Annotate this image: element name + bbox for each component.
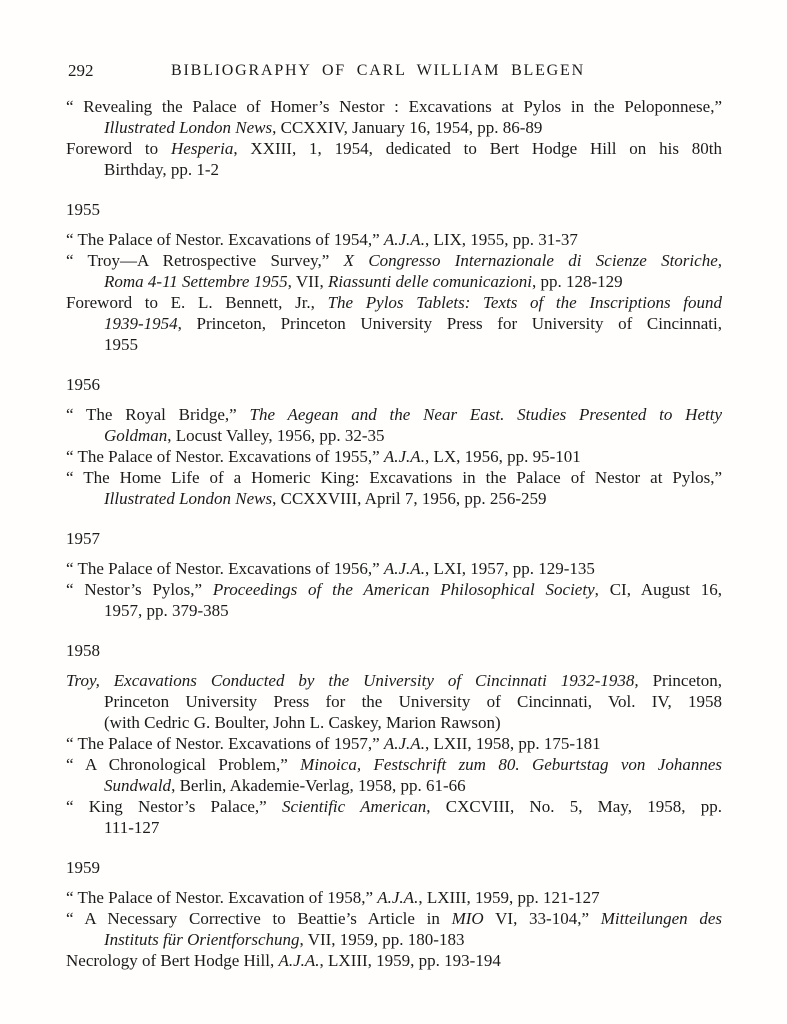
- bibliography-entry: [66, 558, 722, 579]
- italic-text: The Aegean and the Near East. Studies Presented to Hetty: [249, 405, 722, 424]
- roman-text: “ Troy—A Retrospective Survey,”: [66, 251, 344, 270]
- italic-text: MIO: [451, 909, 484, 928]
- entry-line: [66, 229, 722, 250]
- roman-text: “ A Chronological Problem,”: [66, 755, 301, 774]
- roman-text: , pp. 128-129: [531, 272, 623, 291]
- roman-text: Necrology of Bert Hodge Hill,: [66, 951, 279, 970]
- text-block: [66, 62, 722, 971]
- roman-text: 111-127: [104, 818, 160, 837]
- entry-line: [66, 271, 722, 292]
- entry-line: [66, 467, 722, 488]
- roman-text: “ The Palace of Nestor. Excavations of 1955,”: [66, 447, 384, 466]
- bibliography-entry: [66, 229, 722, 250]
- entry-line: [66, 600, 722, 621]
- page-number: 292: [68, 61, 94, 80]
- italic-text: Troy, Excavations Conducted by the University of Cincinnati 1932-1938,: [66, 671, 639, 690]
- entry-line: [66, 292, 722, 313]
- entry-line: [66, 488, 722, 509]
- bibliography-entry: [66, 579, 722, 621]
- entry-line: [66, 733, 722, 754]
- italic-text: Instituts für Orientforschung: [104, 930, 300, 949]
- italic-text: The Pylos Tablets: Texts of the Inscriptions found: [327, 293, 722, 312]
- bibliography-entry: [66, 796, 722, 838]
- roman-text: , LX, 1956, pp. 95-101: [424, 447, 581, 466]
- entry-line: [66, 929, 722, 950]
- italic-text: A.J.A.: [278, 951, 320, 970]
- roman-text: “ The Palace of Nestor. Excavations of 1954,”: [66, 230, 384, 249]
- entry-line: [66, 425, 722, 446]
- italic-text: A.J.A.: [383, 734, 425, 753]
- roman-text: “ The Palace of Nestor. Excavation of 1958,”: [66, 888, 378, 907]
- roman-text: “ The Home Life of a Homeric King: Excavations in the Palace of Nestor at Pylos,”: [66, 468, 722, 487]
- bibliography-entry: [66, 754, 722, 796]
- italic-text: Scientific American: [281, 797, 427, 816]
- roman-text: , VII, 1959, pp. 180-183: [299, 930, 465, 949]
- entry-line: [66, 775, 722, 796]
- italic-text: A.J.A.: [383, 447, 425, 466]
- italic-text: A.J.A.: [377, 888, 419, 907]
- roman-text: Birthday, pp. 1-2: [104, 160, 220, 179]
- bibliography-entry: [66, 950, 722, 971]
- roman-text: “ King Nestor’s Palace,”: [66, 797, 282, 816]
- entry-line: [66, 908, 722, 929]
- roman-text: , LXIII, 1959, pp. 193-194: [319, 951, 501, 970]
- roman-text: 1955: [104, 335, 138, 354]
- bibliography-entry: [66, 670, 722, 733]
- entry-line: [66, 796, 722, 817]
- italic-text: Goldman: [104, 426, 168, 445]
- year-heading: 1957: [66, 529, 100, 548]
- roman-text: Foreword to: [66, 139, 171, 158]
- bibliography-entry: [66, 292, 722, 355]
- roman-text: (with Cedric G. Boulter, John L. Caskey, Marion Rawson): [104, 713, 501, 732]
- italic-text: A.J.A.: [383, 230, 425, 249]
- roman-text: 1957, pp. 379-385: [104, 601, 229, 620]
- roman-text: Foreword to E. L. Bennett, Jr.,: [66, 293, 328, 312]
- roman-text: Princeton University Press for the University of Cincinnati, Vol. IV, 1958: [104, 692, 722, 711]
- roman-text: “ A Necessary Corrective to Beattie’s Article in: [66, 909, 452, 928]
- page-title: BIBLIOGRAPHY OF CARL WILLIAM BLEGEN: [171, 62, 585, 79]
- roman-text: , XXIII, 1, 1954, dedicated to Bert Hodge Hill on his 80th: [233, 139, 722, 158]
- italic-text: Riassunti delle comunicazioni: [327, 272, 532, 291]
- entry-line: [66, 670, 722, 691]
- roman-text: , CCXXIV, January 16, 1954, pp. 86-89: [272, 118, 543, 137]
- entry-line: [66, 159, 722, 180]
- year-heading: 1959: [66, 858, 100, 877]
- bibliography-entry: [66, 467, 722, 509]
- roman-text: , LXIII, 1959, pp. 121-127: [418, 888, 600, 907]
- italic-text: X Congresso Internazionale di Scienze Storiche,: [343, 251, 722, 270]
- italic-text: Illustrated London News: [104, 489, 273, 508]
- roman-text: “ Nestor’s Pylos,”: [66, 580, 213, 599]
- roman-text: “ The Palace of Nestor. Excavations of 1956,”: [66, 559, 384, 578]
- year-heading: 1955: [66, 200, 100, 219]
- bibliography-entry: [66, 138, 722, 180]
- roman-text: , VII,: [287, 272, 328, 291]
- roman-text: , Berlin, Akademie-Verlag, 1958, pp. 61-66: [171, 776, 466, 795]
- bibliography-entry: [66, 733, 722, 754]
- italic-text: Proceedings of the American Philosophical Society: [212, 580, 595, 599]
- entry-line: [66, 404, 722, 425]
- roman-text: , LIX, 1955, pp. 31-37: [424, 230, 578, 249]
- italic-text: Mitteilungen des: [600, 909, 723, 928]
- entry-line: [66, 712, 722, 733]
- roman-text: , LXI, 1957, pp. 129-135: [424, 559, 595, 578]
- roman-text: VI, 33-104,”: [483, 909, 601, 928]
- entry-line: [66, 887, 722, 908]
- year-heading: 1958: [66, 641, 100, 660]
- entry-line: [66, 754, 722, 775]
- roman-text: , Locust Valley, 1956, pp. 32-35: [167, 426, 385, 445]
- roman-text: Princeton,: [638, 671, 722, 690]
- entry-line: [66, 313, 722, 334]
- italic-text: Roma 4-11 Settembre 1955: [104, 272, 288, 291]
- bibliography-entry: [66, 908, 722, 950]
- roman-text: “ The Palace of Nestor. Excavations of 1957,”: [66, 734, 384, 753]
- roman-text: “ The Royal Bridge,”: [66, 405, 250, 424]
- roman-text: , Princeton, Princeton University Press for University of Cincinnati,: [177, 314, 722, 333]
- roman-text: , LXII, 1958, pp. 175-181: [424, 734, 601, 753]
- year-heading: 1956: [66, 375, 100, 394]
- bibliography-content: [66, 96, 722, 971]
- running-header: [66, 62, 722, 96]
- italic-text: Hesperia: [171, 139, 234, 158]
- entry-line: [66, 250, 722, 271]
- italic-text: A.J.A.: [383, 559, 425, 578]
- roman-text: , CXCVIII, No. 5, May, 1958, pp.: [426, 797, 722, 816]
- roman-text: , CI, August 16,: [594, 580, 723, 599]
- entry-line: [66, 558, 722, 579]
- entry-line: [66, 691, 722, 712]
- bibliography-entry: [66, 96, 722, 138]
- entry-line: [66, 138, 722, 159]
- bibliography-entry: [66, 404, 722, 446]
- italic-text: 1939-1954: [104, 314, 178, 333]
- entry-line: [66, 117, 722, 138]
- entry-line: [66, 817, 722, 838]
- bibliography-entry: [66, 250, 722, 292]
- entry-line: [66, 96, 722, 117]
- bibliography-entry: [66, 446, 722, 467]
- roman-text: , CCXXVIII, April 7, 1956, pp. 256-259: [272, 489, 547, 508]
- italic-text: Illustrated London News: [104, 118, 273, 137]
- entry-line: [66, 950, 722, 971]
- italic-text: Minoica, Festschrift zum 80. Geburtstag von Johannes: [300, 755, 723, 774]
- bibliography-entry: [66, 887, 722, 908]
- entry-line: [66, 446, 722, 467]
- entry-line: [66, 579, 722, 600]
- roman-text: “ Revealing the Palace of Homer’s Nestor : Excavations at Pylos in the Peloponnese,”: [66, 97, 722, 116]
- italic-text: Sundwald: [104, 776, 172, 795]
- entry-line: [66, 334, 722, 355]
